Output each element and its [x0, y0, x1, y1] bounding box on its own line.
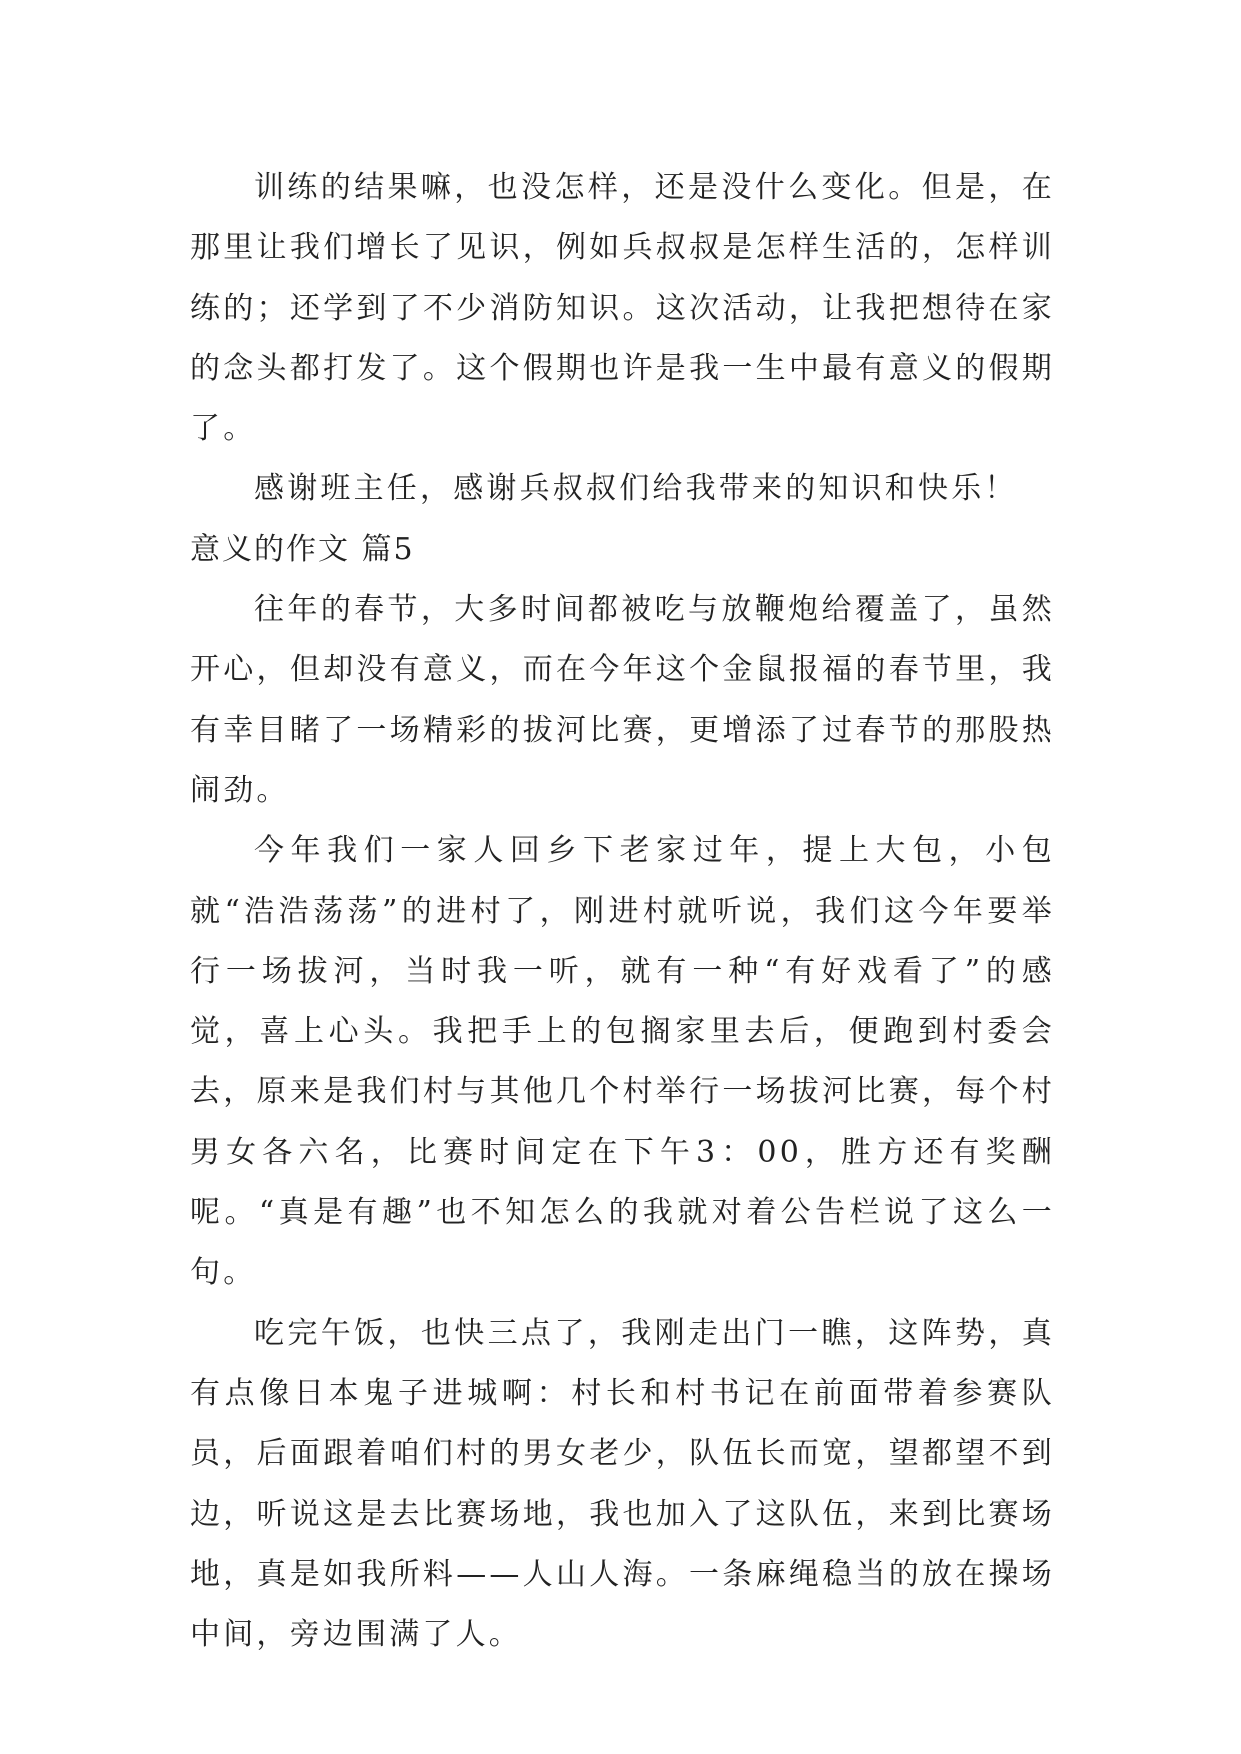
section-heading: 意义的作文 篇5	[190, 531, 415, 567]
document-body	[190, 158, 1055, 1665]
paragraph-after-lunch: 吃完午饭，也快三点了，我刚走出门一瞧，这阵势，真有点像日本鬼子进城啊：村长和村书记在前面带着参赛队员，后面跟着咱们村的男女老少，队伍长而宽，望都望不到边，听说这是去比赛场地，我也加入了这队伍，来到比赛场地，真是如我所料——人山人海。一条麻绳稳当的放在操场中间，旁边围满了人。	[190, 1315, 1055, 1653]
paragraph-thanks: 感谢班主任，感谢兵叔叔们给我带来的知识和快乐！	[254, 471, 1018, 507]
paragraph-village-tug-of-war: 今年我们一家人回乡下老家过年，提上大包，小包就“浩浩荡荡”的进村了，刚进村就听说，我们这今年要举行一场拔河，当时我一听，就有一种“有好戏看了”的感觉，喜上心头。我把手上的包搁家里去后，便跑到村委会去，原来是我们村与其他几个村举行一场拔河比赛，每个村男女各六名，比赛时间定在下午3：00，胜方还有奖酬呢。“真是有趣”也不知怎么的我就对着公告栏说了这么一句。	[190, 833, 1055, 1291]
paragraph-training-result: 训练的结果嘛，也没怎样，还是没什么变化。但是，在那里让我们增长了见识，例如兵叔叔是怎样生活的，怎样训练的；还学到了不少消防知识。这次活动，让我把想待在家的念头都打发了。这个假期也许是我一生中最有意义的假期了。	[190, 170, 1055, 447]
paragraph-spring-festival: 往年的春节，大多时间都被吃与放鞭炮给覆盖了，虽然开心，但却没有意义，而在今年这个金鼠报福的春节里，我有幸目睹了一场精彩的拔河比赛，更增添了过春节的那股热闹劲。	[190, 592, 1055, 808]
